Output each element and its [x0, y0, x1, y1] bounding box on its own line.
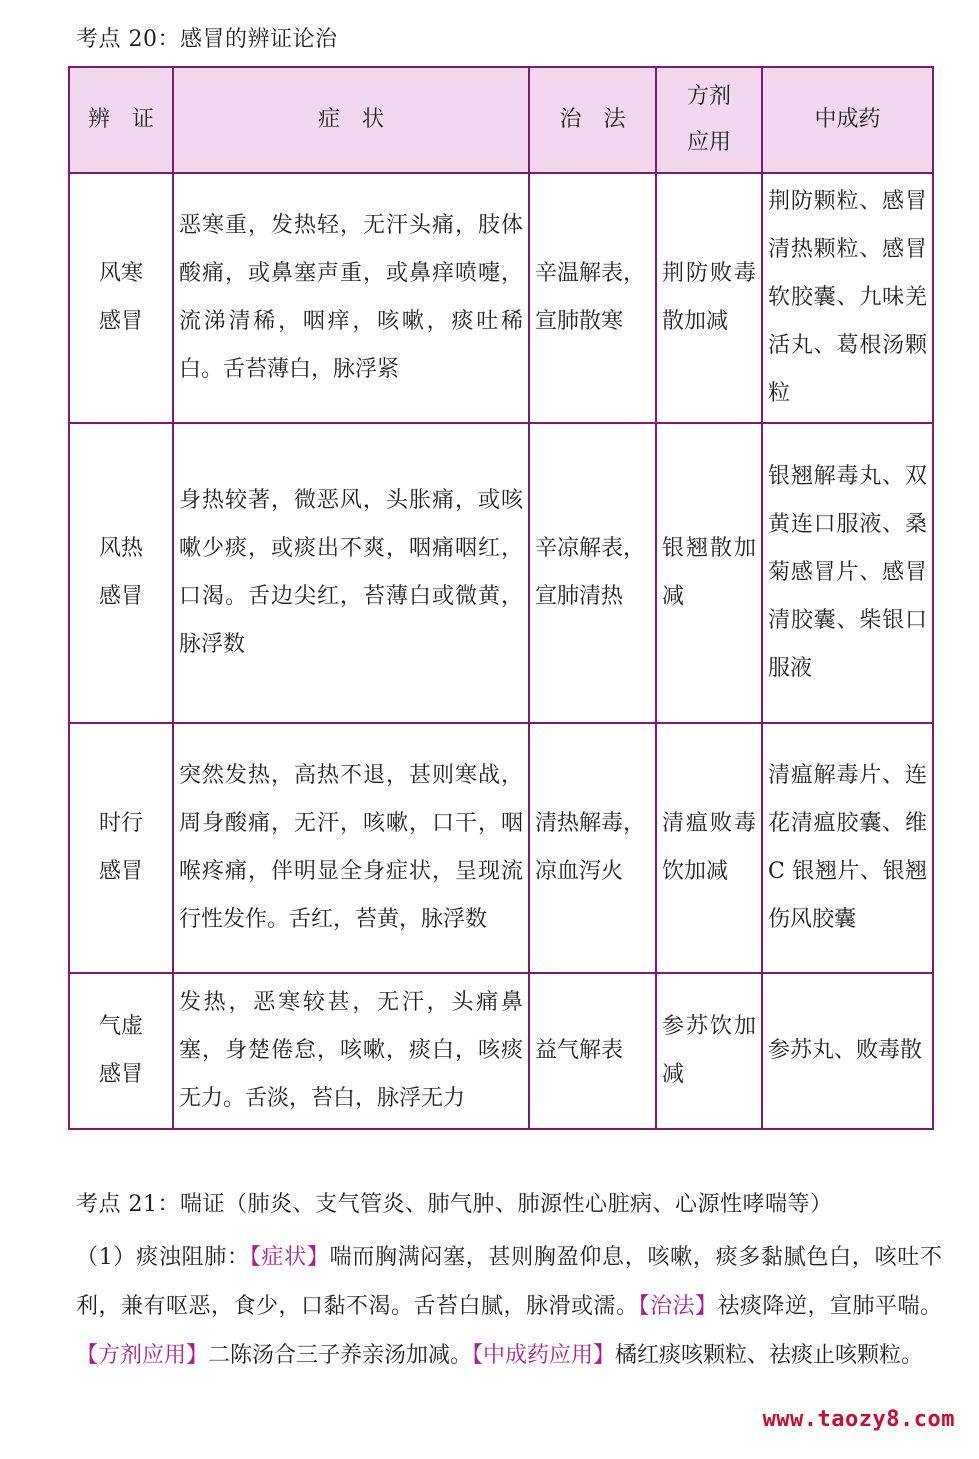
cell-patent-medicine: 参苏丸、败毒散: [762, 973, 933, 1129]
table-header-row: [69, 67, 933, 173]
therapy-text: 祛痰降逆，宣肺平喘。: [717, 1294, 942, 1319]
patent-medicine-text: 橘红痰咳颗粒、祛痰止咳颗粒。: [615, 1343, 924, 1368]
header-symptoms: 症 状: [173, 67, 529, 173]
cell-symptoms: 身热较著，微恶风，头胀痛，或咳嗽少痰，或痰出不爽，咽痛咽红，口渴。舌边尖红，苔薄白或微黄，脉浮数: [173, 423, 529, 723]
phlegm-turbidity-paragraph: [76, 1233, 942, 1380]
cell-therapy: 清热解毒，凉血泻火: [529, 723, 656, 973]
cell-syndrome: 气虚 感冒: [69, 973, 173, 1129]
table-row: [69, 973, 933, 1129]
cell-symptoms: 突然发热，高热不退，甚则寒战，周身酸痛，无汗，咳嗽，口干，咽喉疼痛，伴明显全身症状，呈现流行性发作。舌红，苔黄，脉浮数: [173, 723, 529, 973]
cell-formula: 荆防败毒散加减: [656, 173, 762, 423]
symptoms-text: 喘而胸满闷塞，甚则胸盈仰息，咳嗽，痰多黏腻色白，咳吐不利，兼有呕恶，食少，口黏不渴。舌苔白腻，脉滑或濡。: [76, 1245, 942, 1319]
cell-patent-medicine: 银翘解毒丸、双黄连口服液、桑菊感冒片、感冒清胶囊、柴银口服液: [762, 423, 933, 723]
tag-symptoms: 【症状】: [249, 1245, 330, 1270]
header-formula: 方剂 应用: [656, 67, 762, 173]
cell-formula: 银翘散加减: [656, 423, 762, 723]
section-title-20: 考点 20：感冒的辨证论治: [76, 27, 338, 52]
cell-formula: 清瘟败毒饮加减: [656, 723, 762, 973]
header-therapy: 治 法: [529, 67, 656, 173]
header-patent-medicine: 中成药: [762, 67, 933, 173]
tag-therapy: 【治法】: [638, 1294, 718, 1319]
watermark-url: www.taozy8.com: [762, 1407, 955, 1432]
header-syndrome: 辨 证: [69, 67, 173, 173]
cell-formula: 参苏饮加减: [656, 973, 762, 1129]
cell-symptoms: 发热，恶寒较甚，无汗，头痛鼻塞，身楚倦怠，咳嗽，痰白，咳痰无力。舌淡，苔白，脉浮无力: [173, 973, 529, 1129]
formula-text: 二陈汤合三子养亲汤加减。: [208, 1343, 473, 1368]
cell-patent-medicine: 荆防颗粒、感冒清热颗粒、感冒软胶囊、九味羌活丸、葛根汤颗粒: [762, 173, 933, 423]
section-title-21: 考点 21：喘证（肺炎、支气管炎、肺气肿、肺源性心脏病、心源性哮喘等）: [76, 1192, 833, 1217]
syndrome-table: [68, 66, 934, 1130]
cell-therapy: 益气解表: [529, 973, 656, 1129]
table-row: [69, 423, 933, 723]
cell-therapy: 辛温解表，宣肺散寒: [529, 173, 656, 423]
table-row: [69, 173, 933, 423]
cell-therapy: 辛凉解表，宣肺清热: [529, 423, 656, 723]
cell-syndrome: 风热 感冒: [69, 423, 173, 723]
cell-syndrome: 时行 感冒: [69, 723, 173, 973]
tag-formula: 【方剂应用】: [76, 1343, 209, 1368]
cell-syndrome: 风寒 感冒: [69, 173, 173, 423]
tag-patent-medicine: 【中成药应用】: [472, 1343, 616, 1368]
cell-symptoms: 恶寒重，发热轻，无汗头痛，肢体酸痛，或鼻塞声重，或鼻痒喷嚏，流涕清稀，咽痒，咳嗽，痰吐稀白。舌苔薄白，脉浮紧: [173, 173, 529, 423]
table-row: [69, 723, 933, 973]
cell-patent-medicine: 清瘟解毒片、连花清瘟胶囊、维 C 银翘片、银翘伤风胶囊: [762, 723, 933, 973]
item-prefix: （1）痰浊阻肺：: [76, 1245, 250, 1270]
